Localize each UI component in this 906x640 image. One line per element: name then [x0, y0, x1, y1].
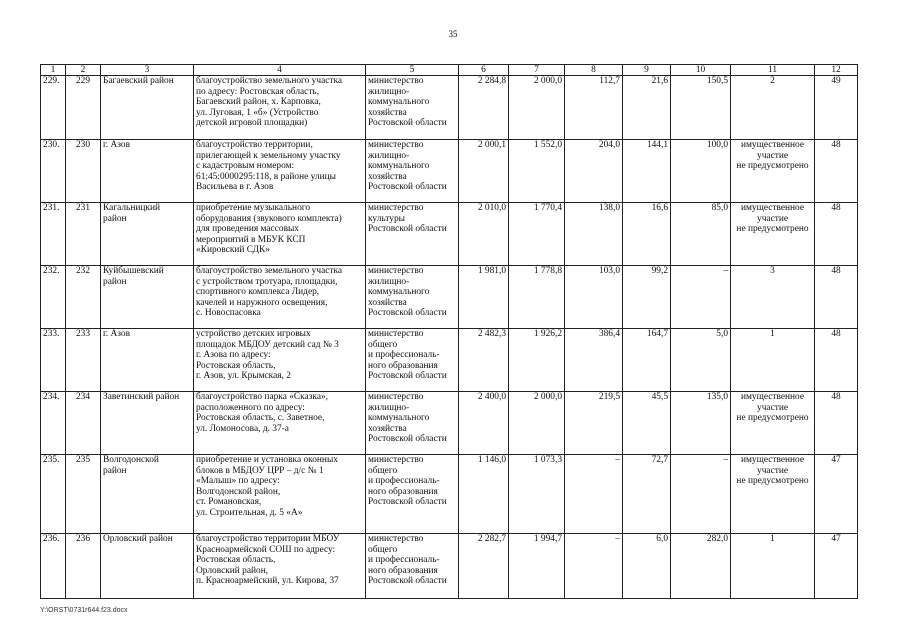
row-index: 233. — [41, 329, 66, 392]
description-cell: приобретение музыкального оборудования (звукового комплекта) для проведения массовых мероприятий в МБУК КСП «Кировский СДК» — [194, 203, 366, 266]
row-index: 232. — [41, 266, 66, 329]
other-funds-cell: 16,6 — [623, 203, 671, 266]
participation-cell: имущественное участие не предусмотрено — [731, 140, 815, 203]
extra-funds-cell: 100,0 — [671, 140, 731, 203]
col-header: 7 — [509, 65, 565, 76]
table-row — [41, 266, 858, 329]
row-number: 229 — [66, 76, 101, 140]
row-number: 233 — [66, 329, 101, 392]
row-number: 234 — [66, 392, 101, 455]
table-row — [41, 76, 858, 140]
col-header: 6 — [459, 65, 509, 76]
total-cost-cell: 1 981,0 — [459, 266, 509, 329]
table-row — [41, 140, 858, 203]
description-cell: благоустройство территории, прилегающей к земельному участку с кадастровым номером: 61:45:0000295:118, в районе улицы Васильева в г. Азов — [194, 140, 366, 203]
table-row — [41, 534, 858, 599]
local-funds-cell: – — [565, 455, 623, 534]
row-index: 230. — [41, 140, 66, 203]
row-index: 229. — [41, 76, 66, 140]
total-cost-cell: 2 482,3 — [459, 329, 509, 392]
description-cell: благоустройство земельного участка с устройством тротуара, площадки, спортивного комплекса Лидер, качелей и наружного освещения, с. Новоспасовка — [194, 266, 366, 329]
score-cell: 49 — [815, 76, 858, 140]
row-index: 231. — [41, 203, 66, 266]
col-header: 5 — [366, 65, 459, 76]
col-header: 4 — [194, 65, 366, 76]
extra-funds-cell: – — [671, 455, 731, 534]
other-funds-cell: 6,0 — [623, 534, 671, 599]
district-cell: г. Азов — [101, 140, 194, 203]
row-index: 234. — [41, 392, 66, 455]
ministry-cell: министерство культуры Ростовской области — [366, 203, 459, 266]
ministry-cell: министерство общего и профессиональ- ного образования Ростовской области — [366, 534, 459, 599]
table-row — [41, 455, 858, 534]
regional-funds-cell: 1 073,3 — [509, 455, 565, 534]
score-cell: 47 — [815, 455, 858, 534]
file-path-footer: Y:\ORST\0731r644.f23.docx — [40, 607, 128, 614]
local-funds-cell: 112,7 — [565, 76, 623, 140]
regional-funds-cell: 1 778,8 — [509, 266, 565, 329]
col-header: 12 — [815, 65, 858, 76]
local-funds-cell: 103,0 — [565, 266, 623, 329]
description-cell: устройство детских игровых площадок МБДОУ детский сад № 3 г. Азова по адресу: Ростовская область, г. Азов, ул. Крымская, 2 — [194, 329, 366, 392]
row-number: 231 — [66, 203, 101, 266]
participation-cell: 1 — [731, 329, 815, 392]
row-number: 236 — [66, 534, 101, 599]
ministry-cell: министерство жилищно- коммунального хозяйства Ростовской области — [366, 266, 459, 329]
score-cell: 48 — [815, 329, 858, 392]
extra-funds-cell: 282,0 — [671, 534, 731, 599]
ministry-cell: министерство жилищно- коммунального хозяйства Ростовской области — [366, 76, 459, 140]
score-cell: 48 — [815, 140, 858, 203]
participation-cell: имущественное участие не предусмотрено — [731, 392, 815, 455]
total-cost-cell: 2 010,0 — [459, 203, 509, 266]
total-cost-cell: 2 400,0 — [459, 392, 509, 455]
participation-cell: 2 — [731, 76, 815, 140]
row-number: 230 — [66, 140, 101, 203]
regional-funds-cell: 1 552,0 — [509, 140, 565, 203]
extra-funds-cell: 135,0 — [671, 392, 731, 455]
ministry-cell: министерство жилищно- коммунального хозяйства Ростовской области — [366, 392, 459, 455]
regional-funds-cell: 1 770,4 — [509, 203, 565, 266]
district-cell: Волгодонской район — [101, 455, 194, 534]
extra-funds-cell: 5,0 — [671, 329, 731, 392]
description-cell: благоустройство парка «Сказка», расположенного по адресу: Ростовская область, с. Заветное, ул. Ломоносова, д. 37-а — [194, 392, 366, 455]
participation-cell: 1 — [731, 534, 815, 599]
district-cell: Заветинский район — [101, 392, 194, 455]
ministry-cell: министерство общего и профессиональ- ного образования Ростовской области — [366, 455, 459, 534]
document-table — [40, 64, 858, 599]
col-header: 3 — [101, 65, 194, 76]
district-cell: Багаевский район — [101, 76, 194, 140]
score-cell: 47 — [815, 534, 858, 599]
score-cell: 48 — [815, 266, 858, 329]
col-header: 2 — [66, 65, 101, 76]
table-row — [41, 329, 858, 392]
table-row — [41, 203, 858, 266]
description-cell: приобретение и установка оконных блоков в МБДОУ ЦРР – д/с № 1 «Малыш» по адресу: Волгодонской район, ст. Романовская, ул. Строительная, д. 5 «А» — [194, 455, 366, 534]
ministry-cell: министерство жилищно- коммунального хозяйства Ростовской области — [366, 140, 459, 203]
total-cost-cell: 2 000,1 — [459, 140, 509, 203]
header-row — [41, 65, 858, 76]
local-funds-cell: 138,0 — [565, 203, 623, 266]
participation-cell: имущественное участие не предусмотрено — [731, 455, 815, 534]
col-header: 9 — [623, 65, 671, 76]
regional-funds-cell: 1 926,2 — [509, 329, 565, 392]
page-number: 35 — [448, 29, 458, 39]
total-cost-cell: 2 284,8 — [459, 76, 509, 140]
col-header: 1 — [41, 65, 66, 76]
regional-funds-cell: 2 000,0 — [509, 76, 565, 140]
district-cell: г. Азов — [101, 329, 194, 392]
local-funds-cell: 219,5 — [565, 392, 623, 455]
ministry-cell: министерство общего и профессиональ- ного образования Ростовской области — [366, 329, 459, 392]
regional-funds-cell: 1 994,7 — [509, 534, 565, 599]
local-funds-cell: – — [565, 534, 623, 599]
district-cell: Кагальницкий район — [101, 203, 194, 266]
district-cell: Орловский район — [101, 534, 194, 599]
description-cell: благоустройство земельного участка по адресу: Ростовская область, Багаевский район, х. Карповка, ул. Луговая, 1 «б» (Устройство детской игровой площадки) — [194, 76, 366, 140]
participation-cell: 3 — [731, 266, 815, 329]
extra-funds-cell: 85,0 — [671, 203, 731, 266]
row-index: 236. — [41, 534, 66, 599]
description-cell: благоустройство территории МБОУ Красноармейской СОШ по адресу: Ростовская область, Орловский район, п. Красноармейский, ул. Кирова, 37 — [194, 534, 366, 599]
score-cell: 48 — [815, 203, 858, 266]
row-number: 232 — [66, 266, 101, 329]
col-header: 10 — [671, 65, 731, 76]
col-header: 11 — [731, 65, 815, 76]
local-funds-cell: 386,4 — [565, 329, 623, 392]
total-cost-cell: 2 282,7 — [459, 534, 509, 599]
extra-funds-cell: – — [671, 266, 731, 329]
other-funds-cell: 45,5 — [623, 392, 671, 455]
col-header: 8 — [565, 65, 623, 76]
total-cost-cell: 1 146,0 — [459, 455, 509, 534]
extra-funds-cell: 150,5 — [671, 76, 731, 140]
table-row — [41, 392, 858, 455]
regional-funds-cell: 2 000,0 — [509, 392, 565, 455]
local-funds-cell: 204,0 — [565, 140, 623, 203]
row-index: 235. — [41, 455, 66, 534]
other-funds-cell: 21,6 — [623, 76, 671, 140]
district-cell: Куйбышевский район — [101, 266, 194, 329]
score-cell: 48 — [815, 392, 858, 455]
other-funds-cell: 99,2 — [623, 266, 671, 329]
other-funds-cell: 144,1 — [623, 140, 671, 203]
row-number: 235 — [66, 455, 101, 534]
participation-cell: имущественное участие не предусмотрено — [731, 203, 815, 266]
other-funds-cell: 72,7 — [623, 455, 671, 534]
other-funds-cell: 164,7 — [623, 329, 671, 392]
